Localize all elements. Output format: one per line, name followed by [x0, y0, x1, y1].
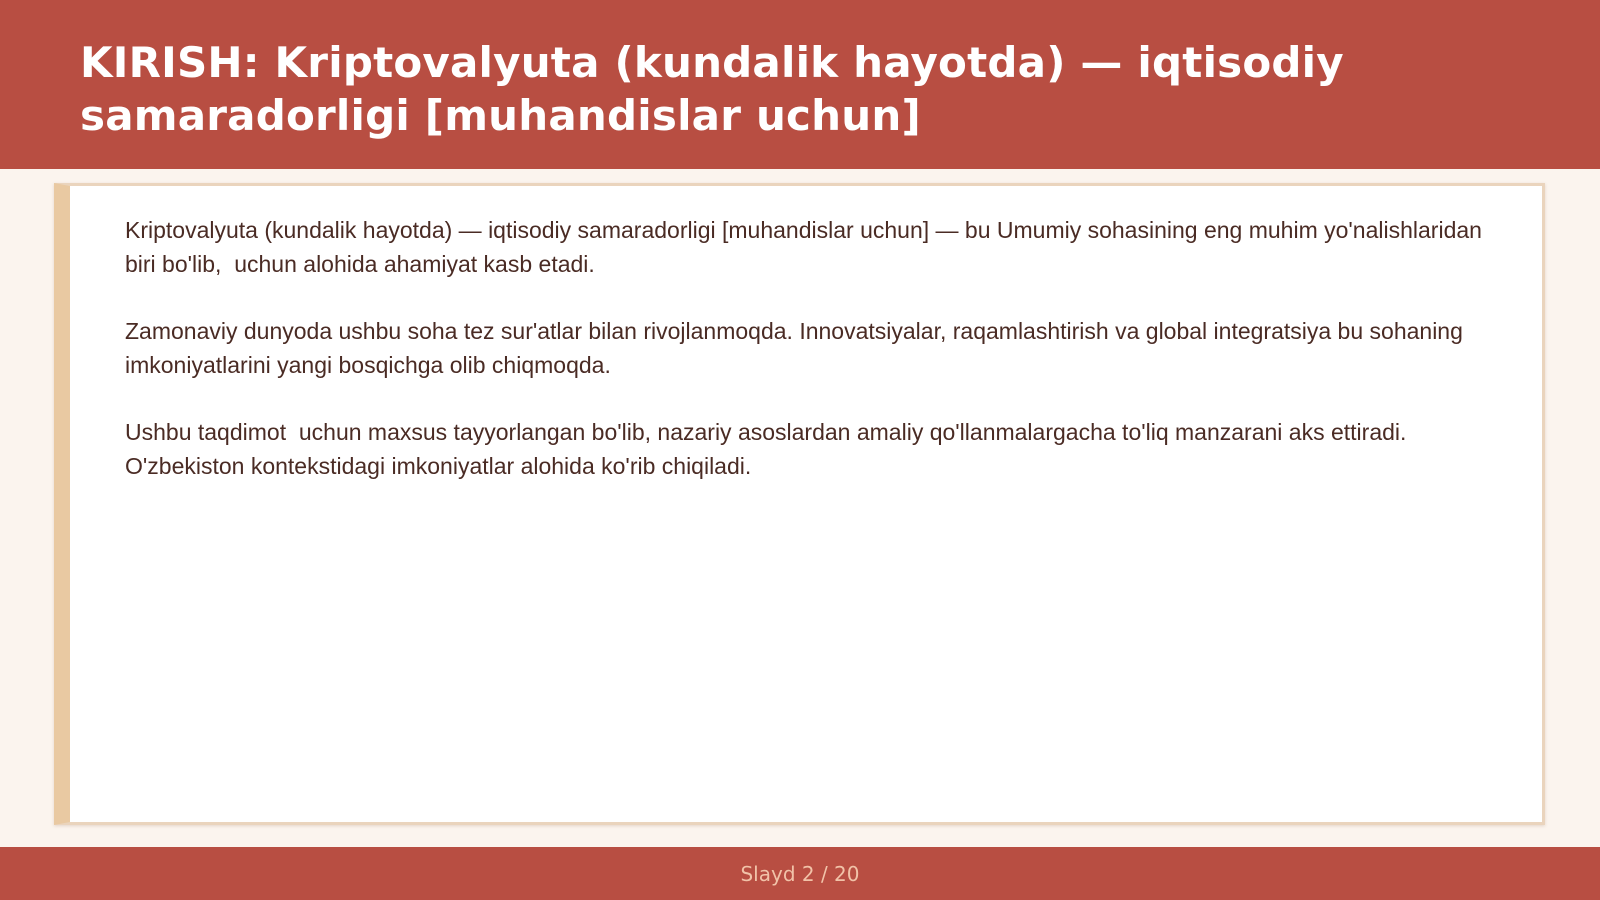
- intro-paragraph: Kriptovalyuta (kundalik hayotda) — iqtisodiy samaradorligi [muhandislar uchun] — bu Umumiy sohasining eng muhim yo'nalishlaridan biri bo'lib, uchun alohida ahamiyat kasb etadi.: [125, 217, 1489, 277]
- slide-title: [80, 36, 1520, 142]
- content-card: [54, 183, 1545, 825]
- slide-title-line-1: KIRISH: Kriptovalyuta (kundalik hayotda) — iqtisodiy: [80, 38, 1344, 87]
- slide-title-line-2: samaradorligi [muhandislar uchun]: [80, 91, 921, 140]
- slide-counter: Slayd 2 / 20: [740, 861, 860, 886]
- slide-header: [0, 0, 1600, 169]
- slide-footer: [0, 847, 1600, 900]
- development-paragraph: Zamonaviy dunyoda ushbu soha tez sur'atlar bilan rivojlanmoqda. Innovatsiyalar, raqamlashtirish va global integratsiya bu sohaning imkoniyatlarini yangi bosqichga olib chiqmoqda.: [125, 318, 1470, 378]
- content-paragraphs: [125, 213, 1515, 516]
- presentation-paragraph: Ushbu taqdimot uchun maxsus tayyorlangan bo'lib, nazariy asoslardan amaliy qo'llanmalargacha to'liq manzarani aks ettiradi. O'zbekiston kontekstidagi imkoniyatlar alohida ko'rib chiqiladi.: [125, 419, 1413, 479]
